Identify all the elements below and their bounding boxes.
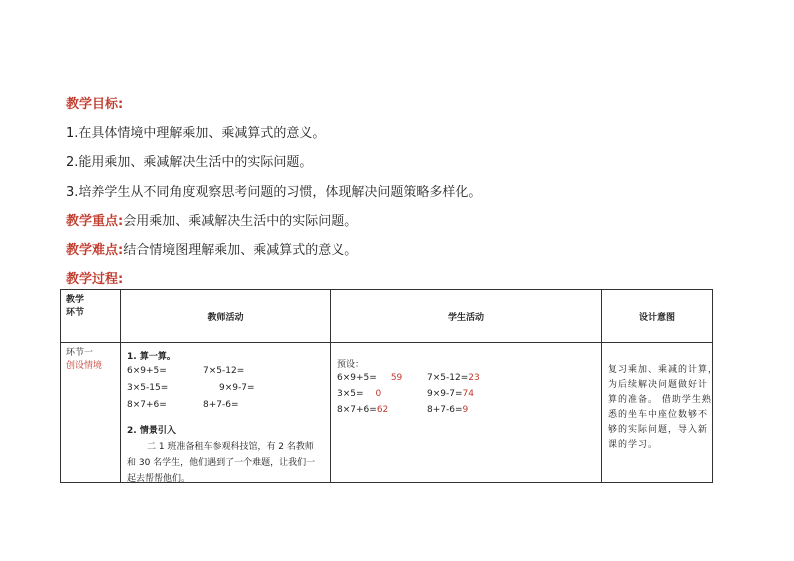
key-point-text: 会用乘加、乘减解决生活中的实际问题。 [123, 214, 358, 229]
student-expr-text: 8×7+6= [337, 405, 377, 415]
design-cell [602, 343, 719, 483]
student-answer: 23 [468, 373, 480, 383]
header-stage-line-1: 教学 [66, 295, 85, 305]
process-title: 教学过程: [66, 272, 124, 287]
teaching-process-table [60, 289, 719, 484]
difficulty-text: 结合情境图理解乘加、乘减算式的意义。 [123, 243, 358, 258]
stage-name: 环节一 [66, 348, 94, 358]
student-expr [337, 405, 388, 415]
objective-1: 1.在具体情境中理解乘加、乘减算式的意义。 [66, 126, 326, 141]
teacher-paragraph-line: 二 1 班准备租车参观科技馆，有 2 名教师 [147, 442, 314, 452]
table-row [61, 343, 713, 483]
teacher-expr: 6×9+5= [127, 366, 167, 376]
student-expr-text: 7×5-12= [427, 373, 469, 383]
objective-2: 2.能用乘加、乘减解决生活中的实际问题。 [66, 155, 313, 170]
teacher-cell [121, 343, 331, 483]
student-expr [427, 373, 480, 383]
difficulty-label: 教学难点: [66, 243, 124, 258]
student-preset: 预设： [337, 360, 365, 370]
teacher-expr: 9×9-7= [219, 383, 255, 393]
student-cell [331, 343, 602, 483]
header-stage [61, 290, 121, 343]
teacher-expr: 8+7-6= [203, 400, 239, 410]
student-expr [427, 389, 474, 399]
design-line: 复习乘加、乘减的计算， [608, 365, 719, 375]
objective-3: 3.培养学生从不同角度观察思考问题的习惯，体现解决问题策略多样化。 [66, 185, 482, 200]
stage-title: 创设情境 [66, 361, 103, 371]
student-expr [337, 389, 381, 399]
header-teacher: 教师活动 [121, 290, 331, 343]
student-expr [427, 405, 468, 415]
student-answer: 0 [375, 389, 382, 399]
design-line: 算的准备。 借助学生熟 [608, 395, 712, 405]
student-expr-text: 9×9-7= [427, 389, 463, 399]
teacher-expr: 8×7+6= [127, 400, 167, 410]
difficulty [66, 239, 357, 258]
key-point-label: 教学重点: [66, 214, 124, 229]
design-line: 课的学习。 [608, 440, 659, 450]
student-answer: 74 [462, 389, 474, 399]
teacher-item-2-title: 2. 情景引入 [127, 426, 176, 436]
student-expr-text: 6×9+5= [337, 373, 377, 383]
teacher-paragraph-line: 和 30 名学生，他们遇到了一个难题，让我们一 [127, 458, 316, 468]
student-expr-text: 8+7-6= [427, 405, 463, 415]
design-line: 悉的坐车中座位数够不 [608, 410, 709, 420]
student-answer: 59 [390, 373, 403, 383]
header-design: 设计意图 [602, 290, 713, 343]
teacher-expr: 3×5-15= [127, 383, 169, 393]
design-line: 为后续解决问题做好计 [608, 380, 709, 390]
teacher-item-1-title: 1. 算一算。 [127, 352, 176, 362]
student-expr [337, 373, 402, 383]
stage-cell [61, 343, 121, 483]
header-student: 学生活动 [331, 290, 602, 343]
student-answer: 62 [376, 405, 389, 415]
header-stage-line-2: 环节 [66, 308, 85, 318]
objectives-title: 教学目标: [66, 97, 124, 112]
student-expr-text: 3×5= [337, 389, 364, 399]
table-header-row [61, 290, 713, 343]
key-point [66, 210, 357, 229]
design-line: 够的实际问题，导入新 [608, 425, 709, 435]
student-answer: 9 [462, 405, 469, 415]
teacher-expr: 7×5-12= [203, 366, 245, 376]
teacher-paragraph-line: 起去帮帮他们。 [127, 474, 191, 484]
